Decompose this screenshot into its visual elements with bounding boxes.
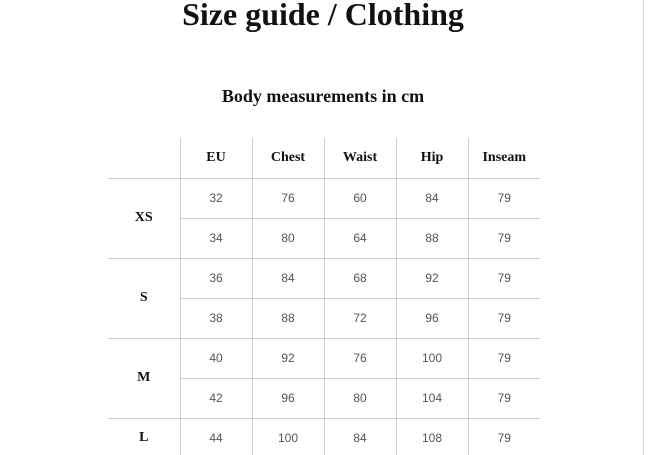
cell-chest: 84 — [252, 258, 324, 298]
cell-hip: 88 — [396, 218, 468, 258]
table-row — [108, 338, 540, 378]
page-title: Size guide / Clothing — [182, 0, 464, 32]
cell-eu: 36 — [180, 258, 252, 298]
cell-eu: 34 — [180, 218, 252, 258]
cell-waist: 60 — [324, 178, 396, 218]
cell-inseam: 79 — [468, 378, 540, 418]
cell-inseam: 79 — [468, 258, 540, 298]
size-table-body — [108, 178, 540, 455]
table-row — [108, 258, 540, 298]
cell-eu: 32 — [180, 178, 252, 218]
size-label-m: M — [108, 338, 180, 418]
cell-hip: 100 — [396, 338, 468, 378]
column-header-eu: EU — [180, 138, 252, 178]
cell-hip: 92 — [396, 258, 468, 298]
column-header-chest: Chest — [252, 138, 324, 178]
table-row — [108, 178, 540, 218]
size-label-l: L — [108, 418, 180, 455]
cell-eu: 44 — [180, 418, 252, 455]
cell-chest: 100 — [252, 418, 324, 455]
cell-waist: 72 — [324, 298, 396, 338]
cell-chest: 96 — [252, 378, 324, 418]
size-table — [108, 138, 540, 455]
cell-chest: 76 — [252, 178, 324, 218]
cell-eu: 40 — [180, 338, 252, 378]
corner-cell — [108, 138, 180, 178]
cell-inseam: 79 — [468, 178, 540, 218]
cell-hip: 84 — [396, 178, 468, 218]
column-header-waist: Waist — [324, 138, 396, 178]
table-row — [108, 418, 540, 455]
table-caption: Body measurements in cm — [221, 86, 425, 106]
cell-inseam: 79 — [468, 298, 540, 338]
cell-inseam: 79 — [468, 418, 540, 455]
cell-waist: 68 — [324, 258, 396, 298]
cell-hip: 96 — [396, 298, 468, 338]
size-label-s: S — [108, 258, 180, 338]
header-row — [108, 138, 540, 178]
column-header-inseam: Inseam — [468, 138, 540, 178]
size-label-xs: XS — [108, 178, 180, 258]
cell-waist: 64 — [324, 218, 396, 258]
cell-inseam: 79 — [468, 218, 540, 258]
column-header-hip: Hip — [396, 138, 468, 178]
cell-waist: 84 — [324, 418, 396, 455]
cell-chest: 80 — [252, 218, 324, 258]
cell-chest: 92 — [252, 338, 324, 378]
cell-eu: 38 — [180, 298, 252, 338]
cell-hip: 108 — [396, 418, 468, 455]
cell-waist: 76 — [324, 338, 396, 378]
size-table-header — [108, 138, 540, 178]
page-divider — [643, 0, 644, 455]
cell-waist: 80 — [324, 378, 396, 418]
cell-eu: 42 — [180, 378, 252, 418]
cell-inseam: 79 — [468, 338, 540, 378]
cell-chest: 88 — [252, 298, 324, 338]
cell-hip: 104 — [396, 378, 468, 418]
